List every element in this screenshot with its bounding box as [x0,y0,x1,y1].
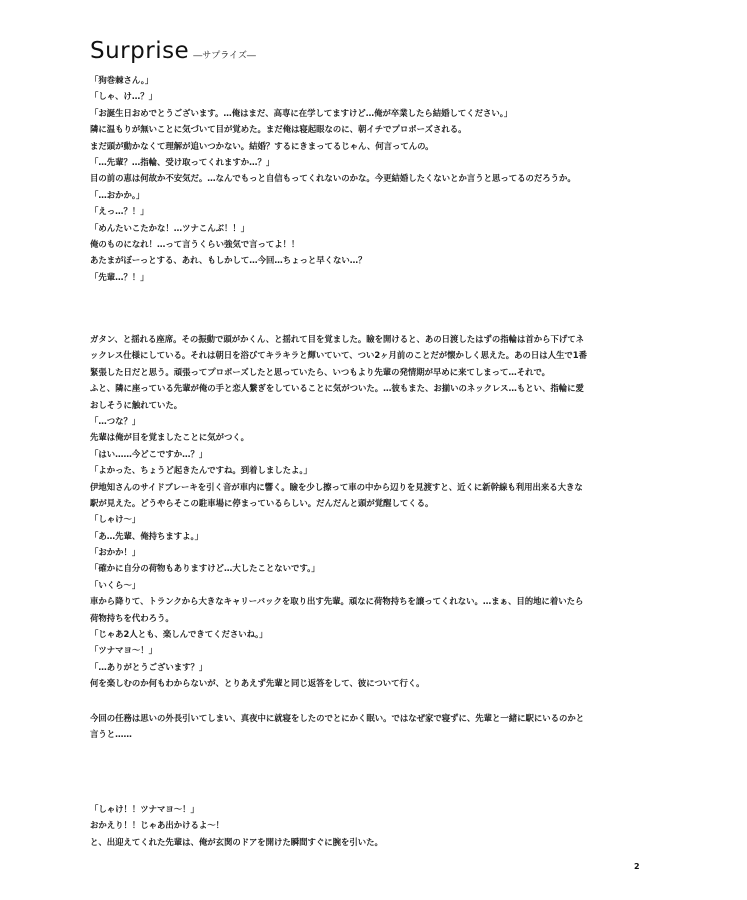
text-line: 「いくら〜」 [90,579,141,590]
title-block [90,38,256,64]
text-line: まだ頭が動かなくて理解が追いつかない。結婚？するにきまってるじゃん、何言ってんの。 [90,140,434,151]
text-line: 緊張した日だと思う。頑張ってプロポーズしたと思っていたら、いつもより先輩の発情期が早めに来てしまって…それで。 [90,366,551,377]
text-line: 「先輩…？！」 [90,271,149,282]
text-line: 荷物持ちを代わろう。 [90,612,174,623]
text-line: 「はい……今どこですか…？」 [90,448,208,459]
page-subtitle: ―サプライズ― [193,51,256,61]
text-line: 「よかった、ちょうど起きたんですね。到着しましたよ。」 [90,465,312,476]
text-line: 「お誕生日おめでとうございます。…俺はまだ、高専に在学してますけど…俺が卒業したら結婚してください。」 [90,107,513,118]
text-line: 何を楽しむのか何もわからないが、とりあえず先輩と同じ返答をして、彼について行く。 [90,678,425,689]
page-number: 2 [634,862,640,871]
text-line: おかえり！！じゃあ出かけるよ〜！ [90,820,224,831]
text-line: 「確かに自分の荷物もありますけど…大したことないです。」 [90,563,320,574]
text-line: ックレス仕様にしている。それは朝日を浴びてキラキラと輝いていて、つい2ヶ月前のことだが懐かしく思えた。あの日は人生で1番 [90,350,587,361]
text-line: ガタン、と揺れる座席。その振動で頭がかくん、と揺れて目を覚ました。瞼を開けると、あの日渡したはずの指輪は首から下げてネ [90,334,584,344]
text-section-3 [90,710,670,743]
text-line: 「えっ…？！」 [90,206,149,217]
text-section-1 [90,72,670,285]
text-line: 「ツナマヨ〜！」 [90,645,157,656]
text-line: 目の前の恵は何故か不安気だ。…なんでもっと自信もってくれないのかな。今更結婚したくないとか言うと思ってるのだろうか。 [90,173,576,184]
text-line: 「あ…先輩、俺持ちますよ。」 [90,530,204,541]
text-line: 駅が見えた。どうやらそこの駐車場に停まっているらしい。だんだんと頭が覚醒してくる。 [90,497,434,508]
text-line: ふと、隣に座っている先輩が俺の手と恋人繋ぎをしていることに気がついた。…彼もまた、お揃いのネックレス…もとい、指輪に愛 [90,383,584,394]
text-line: 今回の任務は思いの外長引いてしまい、真夜中に就寝をしたのでとにかく眠い。ではなぜ家で寝ずに、先輩と一緒に駅にいるのかと [90,713,585,723]
text-line: 「じゃあ2人とも、楽しんできてくださいね。」 [90,629,268,640]
text-line: 伊地知さんのサイドブレーキを引く音が車内に響く。瞼を少し擦って車の中から辺りを見渡すと、近くに新幹線も利用出来る大きな [90,481,583,492]
text-line: 「おかか！」 [90,547,141,558]
text-section-4 [90,801,670,850]
text-line: 「しゃけ！！ツナマヨ〜！」 [90,804,199,814]
text-line: 「めんたいこたかな！…ツナこんぶ！！」 [90,222,250,233]
text-line: 「しゃ、け…？」 [90,91,157,102]
text-line: 「…ありがとうございます？」 [90,661,208,672]
text-line: と、出迎えてくれた先輩は、俺が玄関のドアを開けた瞬間すぐに腕を引いた。 [90,836,383,847]
text-line: 隣に温もりが無いことに気づいて目が覚めた。まだ俺は寝起眼なのに、朝イチでプロポーズされる。 [90,124,467,135]
text-line: 言うと…… [90,729,132,740]
text-line: 「しゃけ〜」 [90,514,141,525]
text-line: 俺のものになれ！…って言うくらい強気で言ってよ！！ [90,238,300,249]
text-line: 「…つな？」 [90,415,141,426]
text-line: あたまがぼーっとする、あれ、もしかして…今回…ちょっと早くない…？ [90,255,367,266]
text-line: 車から降りて、トランクから大きなキャリーバックを取り出す先輩。頑なに荷物持ちを譲ってくれない。…まぁ、目的地に着いたら [90,596,584,607]
page-title: Surprise [90,38,190,64]
text-line: 「狗巻棘さん。」 [90,75,154,85]
text-line: 先輩は俺が目を覚ましたことに気がつく。 [90,432,249,443]
text-line: 「…おかか。」 [90,189,145,200]
text-section-2 [90,331,670,692]
text-line: おしそうに触れていた。 [90,399,183,410]
text-line: 「…先輩？…指輪、受け取ってくれますか…？」 [90,156,275,167]
